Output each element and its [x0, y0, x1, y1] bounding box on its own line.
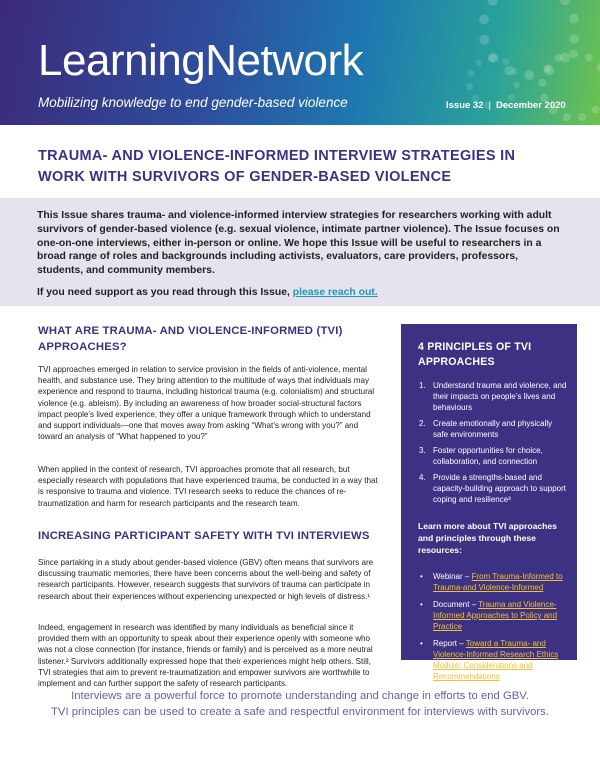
resource-prefix: Document –: [433, 600, 479, 609]
tagline: Mobilizing knowledge to end gender-based violence: [38, 95, 348, 110]
page-title: [38, 146, 568, 188]
header-banner: [0, 0, 600, 125]
principle-item: [419, 445, 569, 467]
resource-link-document[interactable]: Trauma and Violence-Informed Approaches to Policy and Practice: [433, 600, 558, 631]
resource-prefix: Webinar –: [433, 572, 472, 581]
footer-callout: [0, 688, 600, 720]
section1-paragraph-2: When applied in the context of research, TVI approaches promote that all research, but especially research with populations that have experienced trauma, be conducted in a way that is responsive to trauma and violence. TVI research seeks to reduce the chances of re-traumatization and harm for research participants and the research team.: [38, 465, 378, 508]
sidebar-title: [418, 340, 568, 370]
principles-sidebar: [401, 324, 577, 681]
principle-text: Provide a strengths-based and capacity-building approach to support coping and resilience³: [433, 473, 566, 504]
intro-box: [0, 198, 600, 306]
principle-number: 3.: [419, 446, 426, 455]
bullet-icon: •: [420, 639, 423, 648]
footer-line1: Interviews are a powerful force to promote understanding and change in efforts to end GBV.: [71, 690, 529, 702]
principle-item: [419, 472, 569, 505]
section1-heading-line2: APPROACHES?: [38, 341, 127, 353]
issue-info: [446, 100, 566, 111]
learn-more-text: Learn more about TVI approaches and principles through these resources:: [418, 521, 557, 555]
resource-link-report[interactable]: Toward a Trauma- and Violence-Informed Research Ethics Module: Considerations and Recommendations: [433, 639, 559, 681]
resource-prefix: Report –: [433, 639, 466, 648]
principle-item: [419, 418, 569, 440]
principle-text: Understand trauma and violence, and their impacts on people’s lives and behaviours: [433, 381, 567, 412]
gear-icon: [538, 50, 600, 122]
issue-separator: |: [488, 100, 491, 111]
support-line: [37, 287, 378, 298]
page-title-line2: WORK WITH SURVIVORS OF GENDER-BASED VIOLENCE: [38, 169, 452, 185]
section2-paragraph-2: Indeed, engagement in research was identified by many individuals as beneficial since it provided them with an opportunity to speak about their experience openly with someone who was not a close connection (for instance, friends or family) and is perceived as a more neutral listener.² Survivors additionally expressed hope that their experiences might help others. Still, TVI strategies that aim to prevent re-traumatization and empower survivors are worthwhile to implement and can further support the safety of research participants.: [38, 623, 373, 689]
section1-paragraph-1: TVI approaches emerged in relation to service provision in the fields of anti-violence, mental health, and substance use. They bring attention to the multitude of ways that individuals may experience and respond to trauma, including historical trauma (e.g. colonialism) and structural violence (e.g. ableism). By including an awareness of how broader social-structural factors impact people’s lived experience, they offer a unique framework through which to understand and support individuals—one that moves away from asking “What’s wrong with you?” and toward an analysis of “What happened to you?”: [38, 365, 375, 442]
principle-number: 1.: [419, 381, 426, 390]
section2-heading: INCREASING PARTICIPANT SAFETY WITH TVI INTERVIEWS: [38, 530, 370, 542]
page-title-line1: TRAUMA- AND VIOLENCE-INFORMED INTERVIEW STRATEGIES IN: [38, 148, 516, 164]
principle-number: 4.: [419, 473, 426, 482]
resources-list: [419, 571, 569, 688]
intro-text: This Issue shares trauma- and violence-informed interview strategies for researchers working with adult survivors of gender-based violence (e.g. sexual violence, intimate partner violence). The Issue focuses on one-on-one interviews, either in-person or online. We hope this Issue will be useful to researchers in a broad range of roles and backgrounds including activists, evaluators, care providers, professors, students, and community members.: [37, 210, 560, 277]
footer-line2: TVI principles can be used to create a safe and respectful environment for interviews with survivors.: [51, 706, 549, 718]
bullet-icon: •: [420, 600, 423, 609]
resource-item: [419, 571, 569, 593]
sidebar-title-line2: APPROACHES: [418, 356, 495, 368]
section1-heading-line1: WHAT ARE TRAUMA- AND VIOLENCE-INFORMED (TVI): [38, 325, 343, 337]
resource-link-webinar[interactable]: From Trauma-Informed to Trauma-and Violence-Informed: [433, 572, 563, 592]
principle-text: Foster opportunities for choice, collaboration, and connection: [433, 446, 543, 466]
resource-item: [419, 638, 569, 682]
principles-list: [419, 380, 569, 510]
reach-out-link[interactable]: please reach out.: [292, 287, 378, 298]
principle-item: [419, 380, 569, 413]
principle-number: 2.: [419, 419, 426, 428]
brand-logo-text: LearningNetwork: [38, 36, 364, 85]
bullet-icon: •: [420, 572, 423, 581]
issue-number: Issue 32: [446, 100, 484, 111]
section2-paragraph-1: Since partaking in a study about gender-based violence (GBV) often means that survivors are discussing traumatic memories, there have been concerns about the well-being and safety of research participants. However, research suggests that survivors of trauma can participate in research about their experiences without experiencing unexpected or high levels of distress.¹: [38, 558, 374, 601]
section1-heading: [38, 323, 343, 355]
sidebar-title-line1: 4 PRINCIPLES OF TVI: [418, 341, 532, 353]
resource-item: [419, 599, 569, 632]
support-prefix: If you need support as you read through this Issue,: [37, 287, 293, 298]
issue-date: December 2020: [495, 100, 566, 111]
principle-text: Create emotionally and physically safe environments: [433, 419, 553, 439]
